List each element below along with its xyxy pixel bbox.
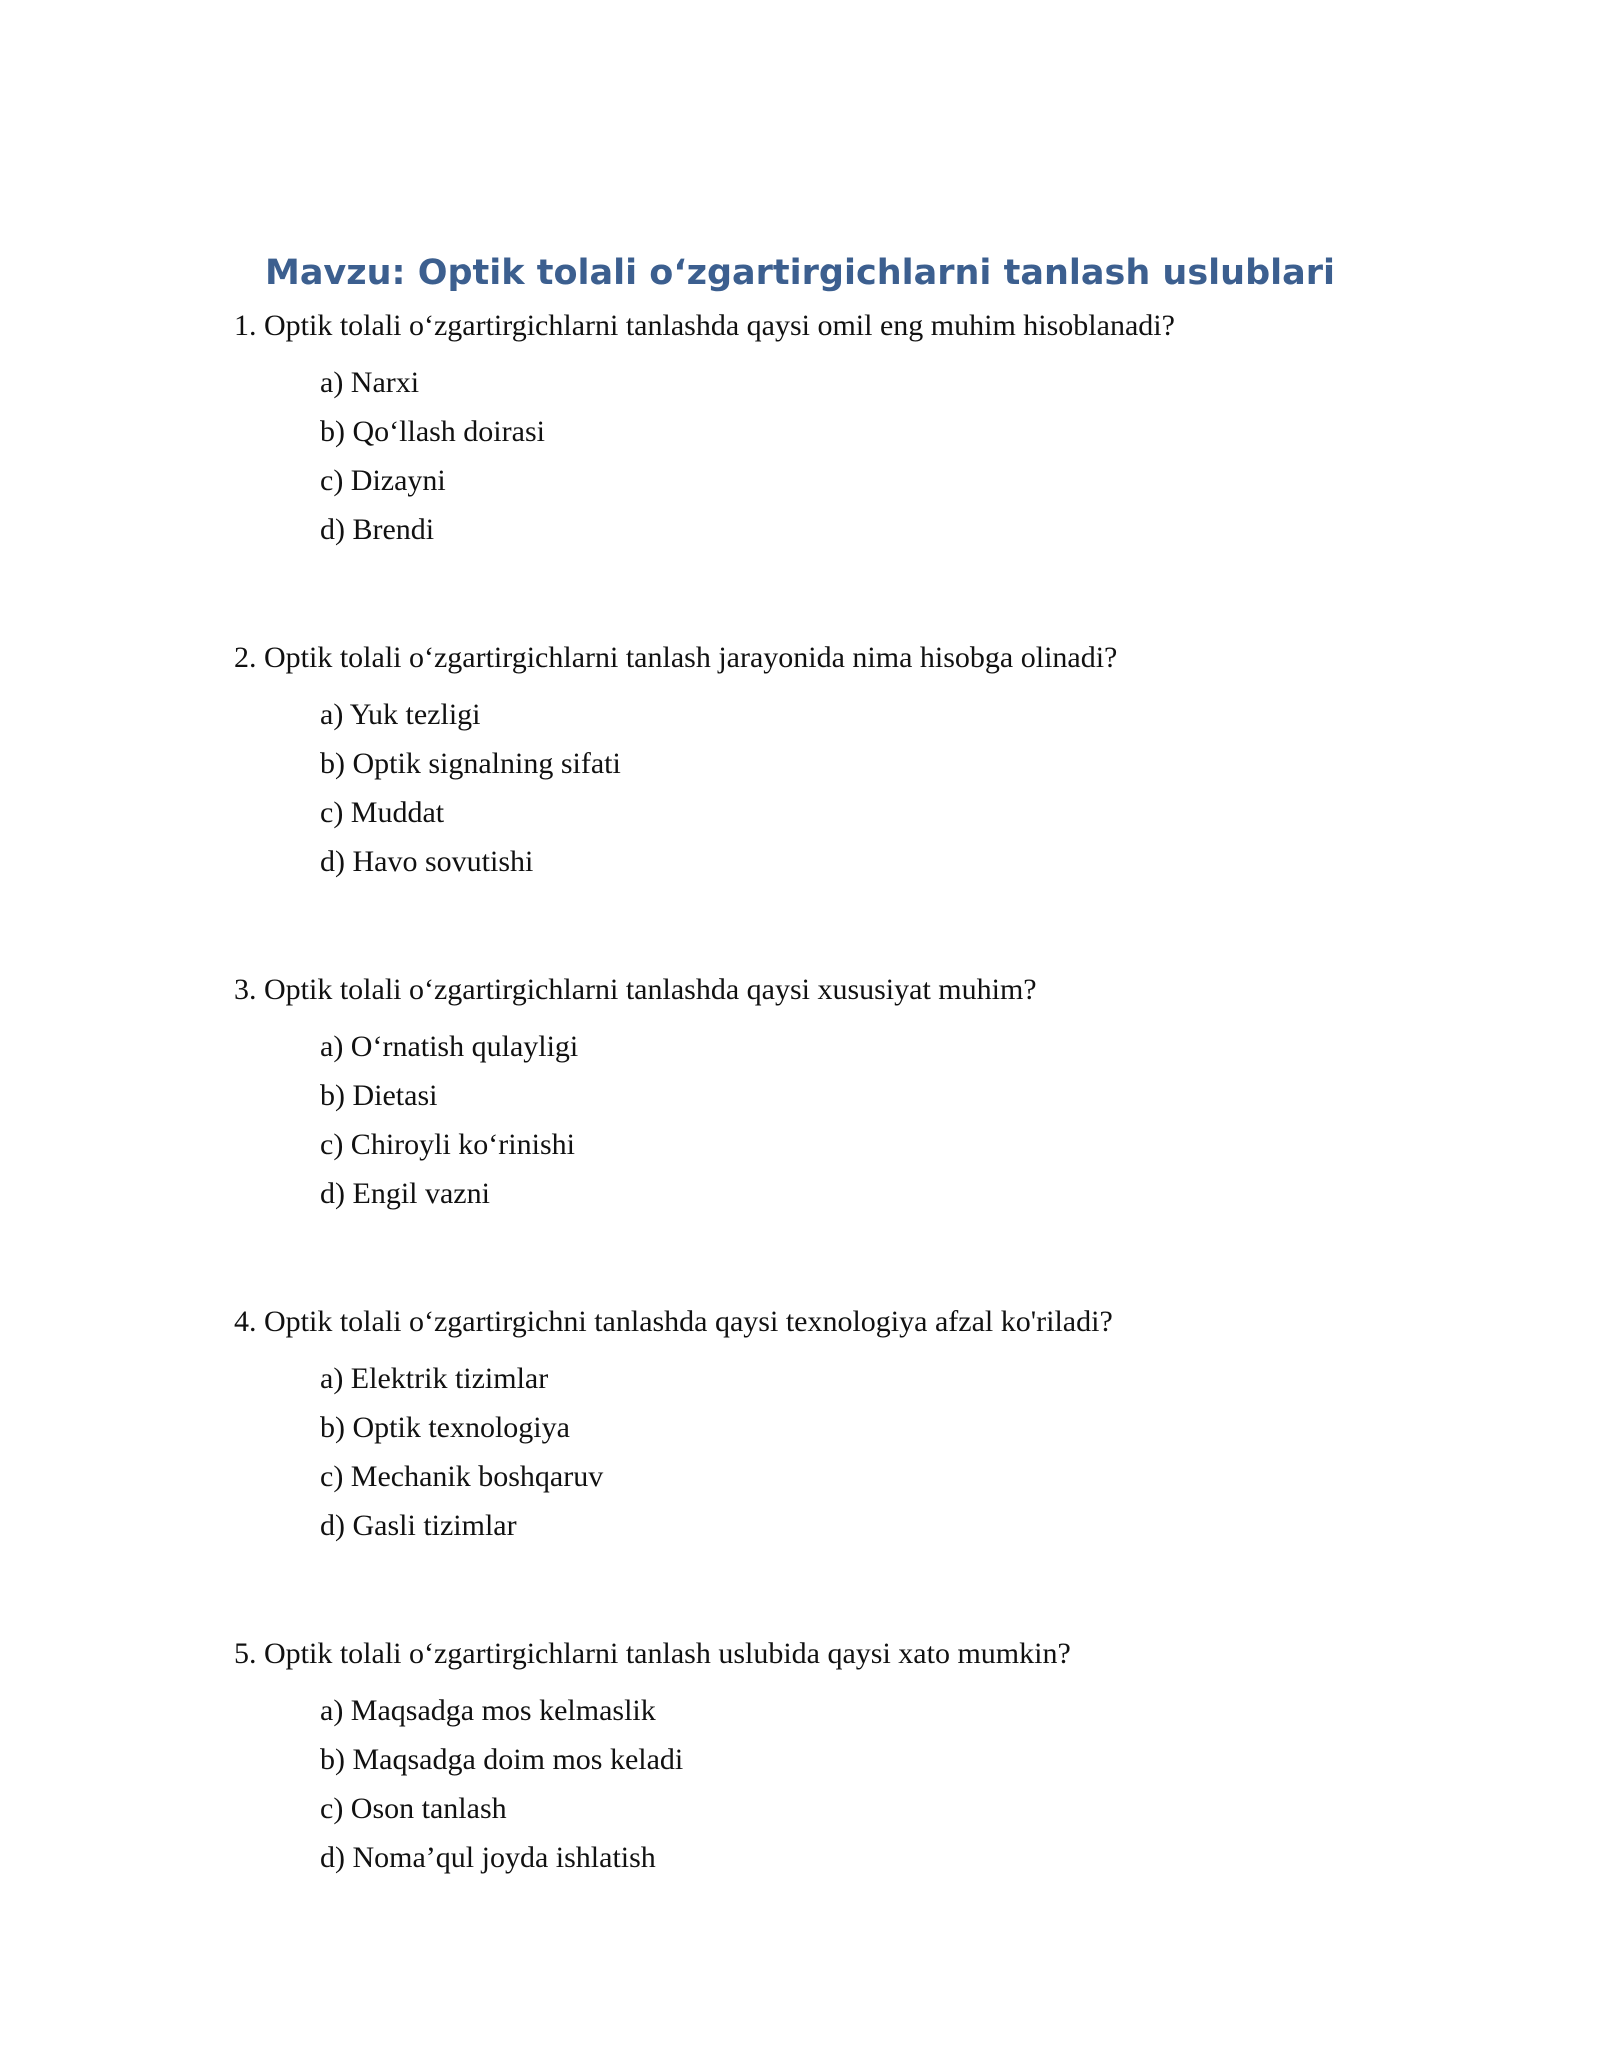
option-b: b) Optik signalning sifati: [320, 747, 621, 780]
option-b: b) Dietasi: [320, 1079, 438, 1112]
question-3: [234, 968, 1434, 1218]
question-text: 1. Optik tolali o‘zgartirgichlarni tanlashda qaysi omil eng muhim hisoblanadi?: [234, 309, 1175, 342]
option-a: a) Elektrik tizimlar: [320, 1362, 549, 1395]
question-5: [234, 1632, 1434, 1882]
option-a: a) O‘rnatish qulayligi: [320, 1030, 579, 1063]
question-4: [234, 1300, 1434, 1550]
option-d: d) Gasli tizimlar: [320, 1509, 517, 1542]
option-d: d) Noma’qul joyda ishlatish: [320, 1841, 656, 1874]
option-c: c) Dizayni: [320, 464, 446, 497]
option-c: c) Oson tanlash: [320, 1792, 507, 1825]
option-list: [234, 1022, 1434, 1218]
page-title: Mavzu: Optik tolali o‘zgartirgichlarni tanlash uslublari: [264, 253, 1336, 293]
option-list: [234, 358, 1434, 554]
question-text: 3. Optik tolali o‘zgartirgichlarni tanlashda qaysi xususiyat muhim?: [234, 973, 1037, 1006]
option-a: a) Narxi: [320, 366, 420, 399]
option-b: b) Optik texnologiya: [320, 1411, 570, 1444]
question-1: [234, 304, 1434, 554]
question-text: 2. Optik tolali o‘zgartirgichlarni tanlash jarayonida nima hisobga olinadi?: [234, 641, 1118, 674]
option-a: a) Yuk tezligi: [320, 698, 481, 731]
quiz: [234, 304, 1434, 1964]
option-c: c) Muddat: [320, 796, 445, 829]
question-text: 5. Optik tolali o‘zgartirgichlarni tanlash uslubida qaysi xato mumkin?: [234, 1637, 1071, 1670]
question-2: [234, 636, 1434, 886]
option-list: [234, 690, 1434, 886]
option-d: d) Engil vazni: [320, 1177, 490, 1210]
option-list: [234, 1354, 1434, 1550]
option-a: a) Maqsadga mos kelmaslik: [320, 1694, 656, 1727]
option-list: [234, 1686, 1434, 1882]
option-b: b) Maqsadga doim mos keladi: [320, 1743, 684, 1776]
option-d: d) Brendi: [320, 513, 435, 546]
option-c: c) Mechanik boshqaruv: [320, 1460, 604, 1493]
option-d: d) Havo sovutishi: [320, 845, 534, 878]
question-text: 4. Optik tolali o‘zgartirgichni tanlashda qaysi texnologiya afzal ko'riladi?: [234, 1305, 1113, 1338]
option-c: c) Chiroyli ko‘rinishi: [320, 1128, 575, 1161]
option-b: b) Qo‘llash doirasi: [320, 415, 545, 448]
